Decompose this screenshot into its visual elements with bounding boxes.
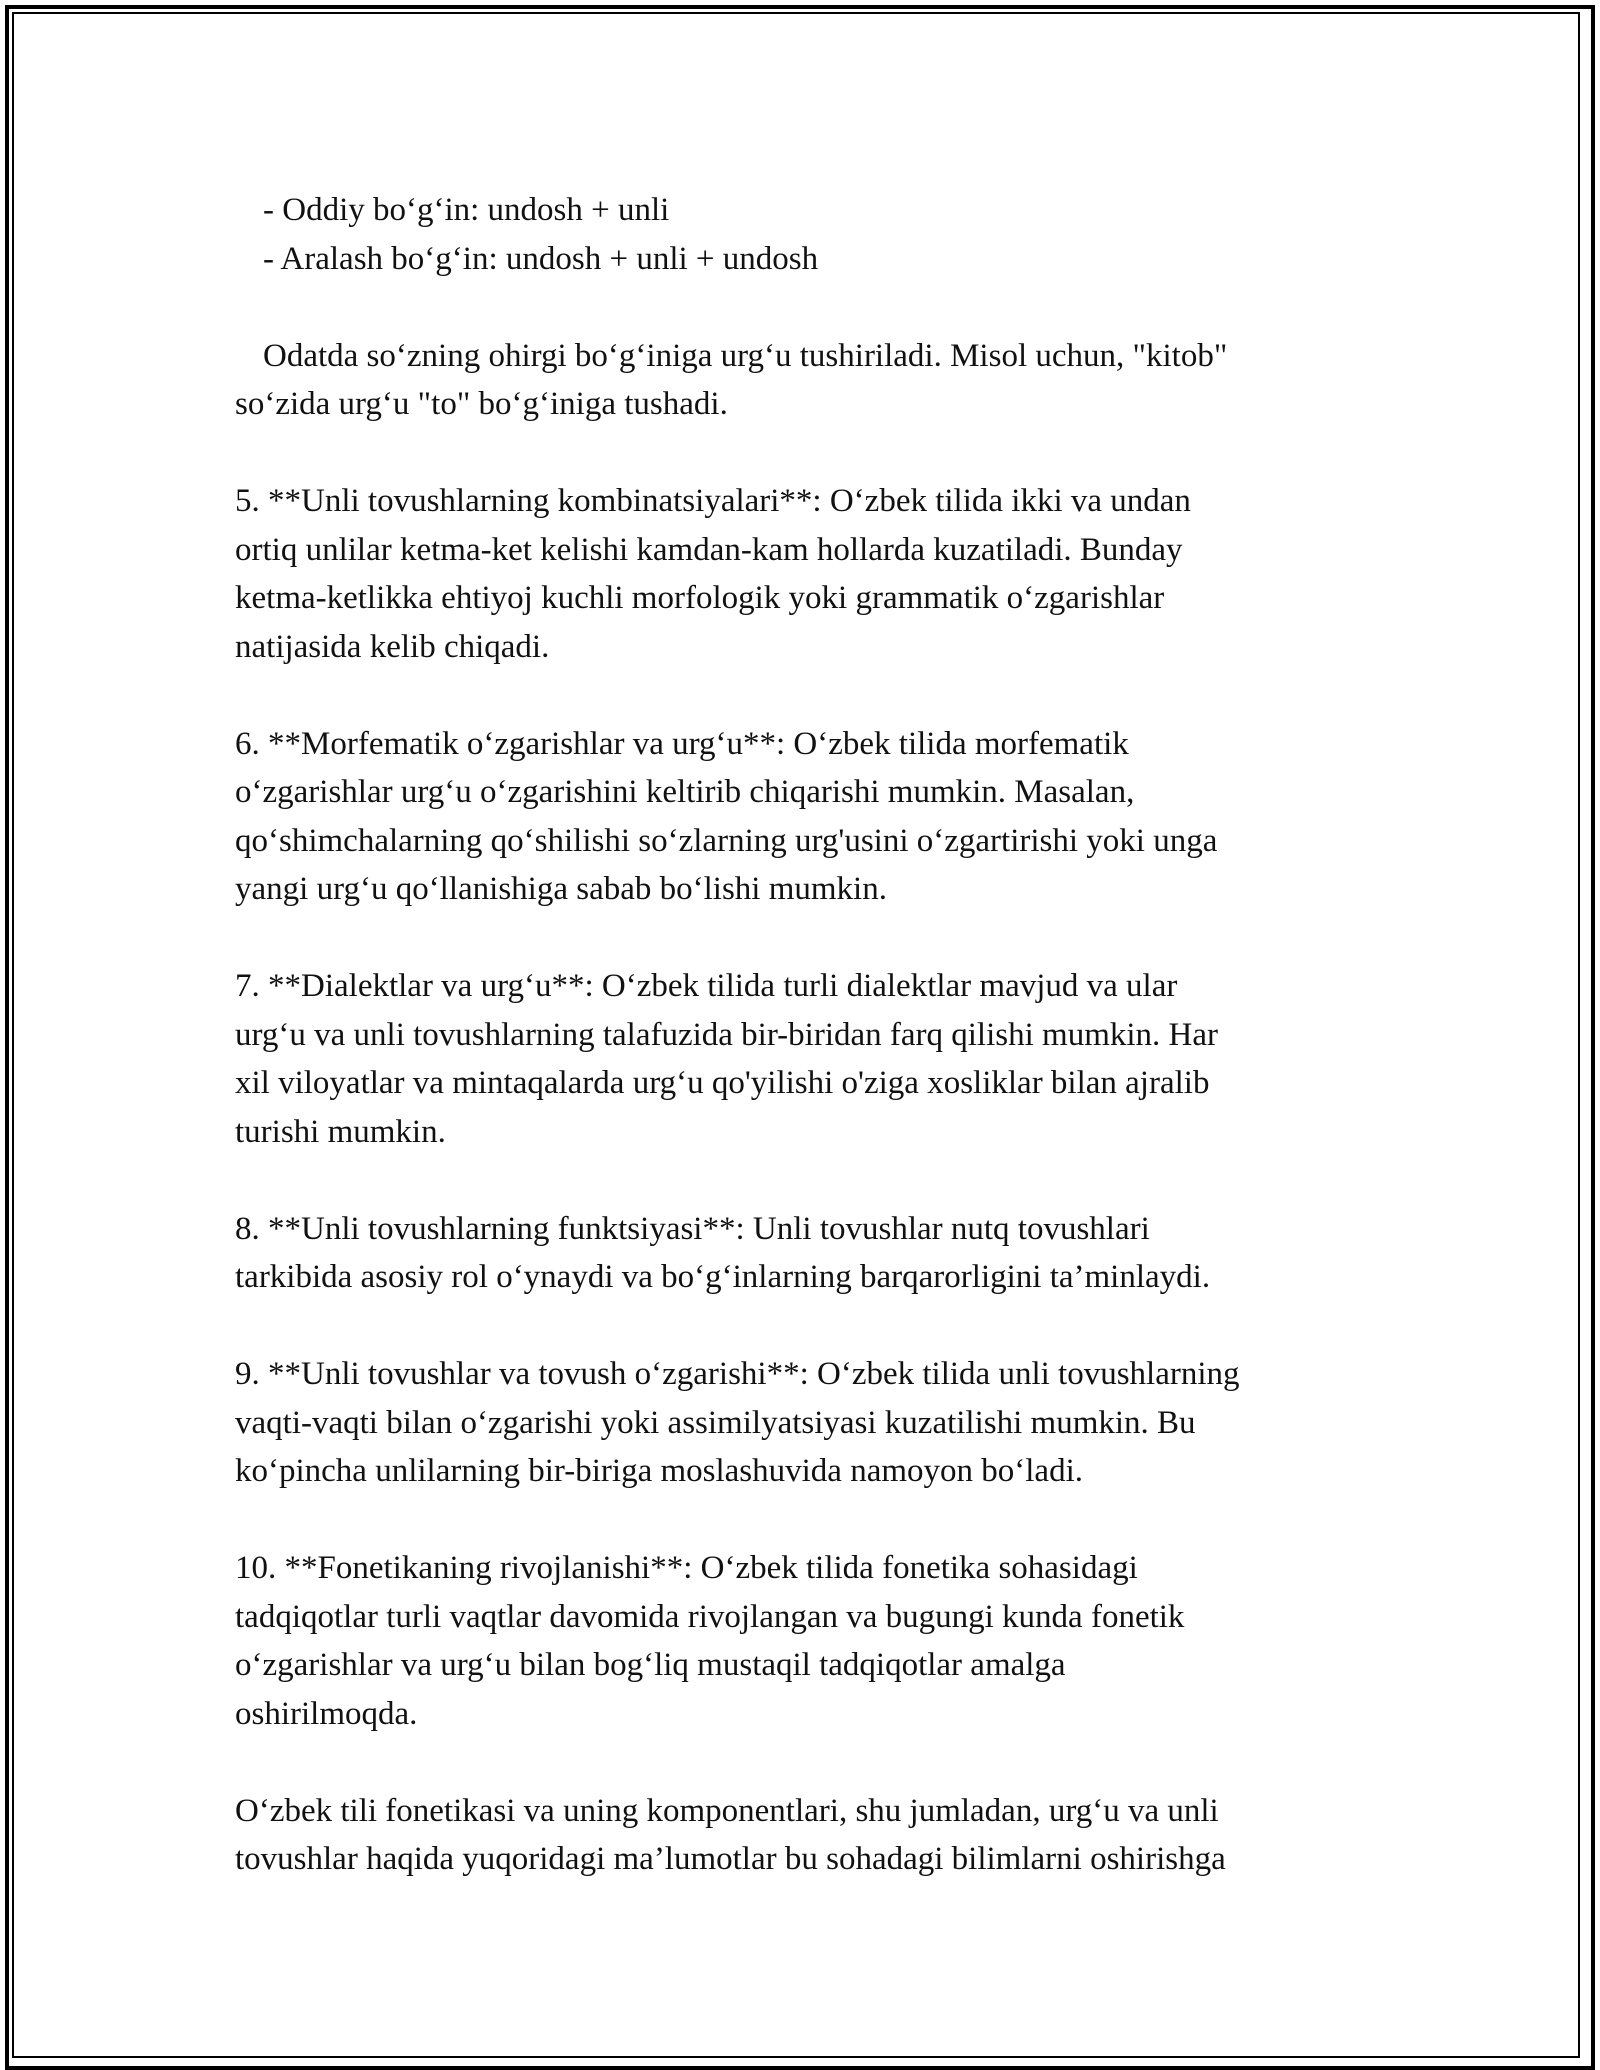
paragraph-line: o‘zgarishlar va urg‘u bilan bog‘liq mustaqil tadqiqotlar amalga [235, 1647, 1066, 1683]
paragraph-line: natijasida kelib chiqadi. [235, 628, 550, 665]
paragraph-line: 6. **Morfematik o‘zgarishlar va urg‘u**: O‘zbek tilida morfematik [235, 725, 1129, 762]
paragraph-line: Odatda so‘zning ohirgi bo‘g‘iniga urg‘u tushiriladi. Misol uchun, "kitob" [263, 337, 1228, 374]
paragraph-line: ko‘pincha unlilarning bir-biriga moslashuvida namoyon bo‘ladi. [235, 1453, 1083, 1489]
paragraph-gap [235, 429, 1365, 478]
item-7-paragraph [235, 962, 1365, 1156]
paragraph-gap [235, 1156, 1365, 1205]
paragraph-gap [235, 283, 1365, 332]
list-item: - Aralash bo‘g‘in: undosh + unli + undosh [263, 240, 819, 277]
item-5-paragraph [235, 477, 1365, 671]
paragraph-line: ortiq unlilar ketma-ket kelishi kamdan-kam hollarda kuzatiladi. Bunday [235, 531, 1183, 568]
paragraph-line: urg‘u va unli tovushlarning talafuzida bir-biridan farq qilishi mumkin. Har [235, 1016, 1219, 1053]
item-9-paragraph [235, 1350, 1365, 1496]
paragraph-line: ketma-ketlikka ehtiyoj kuchli morfologik yoki grammatik o‘zgarishlar [235, 580, 1165, 616]
list-item: - Oddiy bo‘g‘in: undosh + unli [263, 192, 670, 228]
paragraph-line: so‘zida urg‘u "to" bo‘g‘iniga tushadi. [235, 386, 728, 422]
paragraph-line: 10. **Fonetikaning rivojlanishi**: O‘zbek tilida fonetika sohasidagi [235, 1550, 1138, 1586]
paragraph-line: tadqiqotlar turli vaqtlar davomida rivojlangan va bugungi kunda fonetik [235, 1598, 1185, 1635]
paragraph-gap [235, 1738, 1365, 1787]
paragraph-line: qo‘shimchalarning qo‘shilishi so‘zlarning urg'usini o‘zgartirishi yoki unga [235, 822, 1218, 859]
paragraph-line: 5. **Unli tovushlarning kombinatsiyalari**: O‘zbek tilida ikki va undan [235, 483, 1191, 519]
paragraph-line: turishi mumkin. [235, 1113, 446, 1150]
item-8-paragraph [235, 1205, 1365, 1302]
paragraph-line: tarkibida asosiy rol o‘ynaydi va bo‘g‘inlarning barqarorligini ta’minlaydi. [235, 1259, 1211, 1295]
paragraph-gap [235, 1302, 1365, 1351]
paragraph-line: xil viloyatlar va mintaqalarda urg‘u qo'yilishi o'ziga xosliklar bilan ajralib [235, 1065, 1210, 1101]
conclusion-paragraph [235, 1787, 1365, 1884]
paragraph-line: 8. **Unli tovushlarning funktsiyasi**: Unli tovushlar nutq tovushlari [235, 1210, 1150, 1247]
paragraph-line: oshirilmoqda. [235, 1695, 418, 1732]
document-body [235, 186, 1365, 1884]
paragraph-gap [235, 914, 1365, 963]
item-10-paragraph [235, 1544, 1365, 1738]
paragraph-line: O‘zbek tili fonetikasi va uning komponentlari, shu jumladan, urg‘u va unli [235, 1792, 1219, 1829]
paragraph-line: vaqti-vaqti bilan o‘zgarishi yoki assimilyatsiyasi kuzatilishi mumkin. Bu [235, 1404, 1196, 1441]
paragraph-line: 7. **Dialektlar va urg‘u**: O‘zbek tilida turli dialektlar mavjud va ular [235, 968, 1178, 1004]
paragraph-line: yangi urg‘u qo‘llanishiga sabab bo‘lishi mumkin. [235, 871, 887, 907]
item-6-paragraph [235, 720, 1365, 914]
paragraph-gap [235, 671, 1365, 720]
paragraph-line: tovushlar haqida yuqoridagi ma’lumotlar bu sohadagi bilimlarni oshirishga [235, 1841, 1226, 1877]
paragraph-line: o‘zgarishlar urg‘u o‘zgarishini keltirib chiqarishi mumkin. Masalan, [235, 774, 1135, 810]
paragraph-line: 9. **Unli tovushlar va tovush o‘zgarishi**: O‘zbek tilida unli tovushlarning [235, 1356, 1240, 1392]
syllable-types-list [235, 186, 1365, 283]
paragraph-gap [235, 1496, 1365, 1545]
stress-paragraph [235, 332, 1365, 429]
